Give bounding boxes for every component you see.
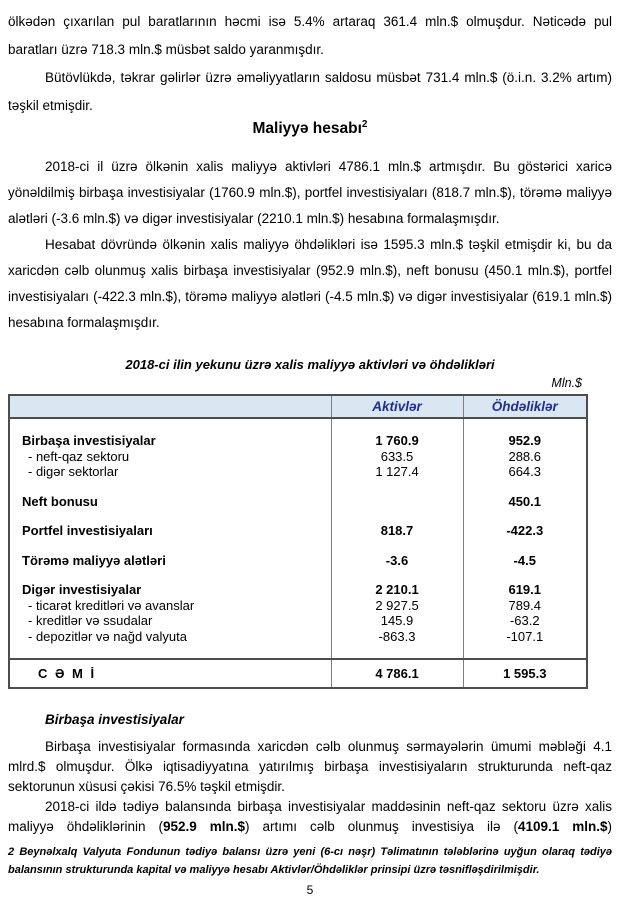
paragraph-segment: 2018-ci ildə tədiyə balansında birbaşa investisiyalar maddəsinin neft-qaz sektoru üzrə xalis maliyyə öhdəliklərinin (	[8, 799, 612, 835]
table-gap-row	[9, 644, 587, 659]
header-empty-cell	[9, 395, 331, 418]
cell-label: - depozitlər və nağd valyuta	[28, 628, 187, 644]
cell-ohdelikler	[463, 480, 587, 494]
table-row	[9, 433, 587, 449]
section-heading	[8, 114, 612, 140]
cell-label: Digər investisiyalar	[22, 582, 142, 598]
cell-aktivler	[331, 494, 463, 510]
footnote-reference: 2	[361, 119, 368, 130]
table-row	[9, 582, 587, 598]
intro-paragraph-2: Bütövlükdə, təkrar gəlirlər üzrə əməliyyatların saldosu müsbət 731.4 mln.$ (ö.i.n. 3.2% artım) təşkil etmişdir.	[8, 70, 612, 113]
footnote-marker: 2	[8, 846, 15, 859]
cell-label: - neft-qaz sektoru	[28, 448, 130, 464]
cell-ohdelikler: 952.9	[463, 433, 587, 449]
table-header-row	[9, 395, 587, 418]
cell-aktivler	[331, 418, 463, 433]
cell-ohdelikler: 664.3	[463, 464, 587, 480]
cell-ohdelikler	[463, 418, 587, 433]
cell-aktivler: -3.6	[331, 553, 463, 569]
table-gap-row	[9, 480, 587, 494]
cell-ohdelikler: -4.5	[463, 553, 587, 569]
bold-value-2: 4109.1 mln.$	[517, 819, 608, 835]
cell-label: - digər sektorlar	[28, 464, 119, 480]
paragraph-segment: )	[607, 819, 612, 835]
table-gap-row	[9, 509, 587, 523]
cell-label	[9, 418, 331, 433]
cell-label	[9, 509, 331, 523]
cell-label: Neft bonusu	[22, 493, 98, 509]
paragraph-net-assets: 2018-ci il üzrə ölkənin xalis maliyyə aktivləri 4786.1 mln.$ artmışdır. Bu göstərici xaricə yönəldilmiş birbaşa investisiyalar (1760.9 mln.$), portfel investisiyaları (818.7 mln.$), törəmə maliyyə alətləri (-3.6 mln.$) və digər investisiyalar (2210.1 mln.$) hesabına formalaşmışdır.	[8, 159, 612, 227]
cell-label	[9, 539, 331, 553]
paragraph-2018-balance	[8, 797, 612, 837]
cell-aktivler: 818.7	[331, 523, 463, 539]
cell-ohdelikler	[463, 568, 587, 582]
cell-label: Törəmə maliyyə alətləri	[22, 552, 166, 568]
paragraph-net-liabilities: Hesabat dövründə ölkənin xalis maliyyə öhdəlikləri isə 1595.3 mln.$ təşkil etmişdir ki, bu da xaricdən cəlb olunmuş xalis birbaşa investisiyalar (952.9 mln.$), neft bonusu (450.1 mln.$), portfel investisiyaları (-422.3 mln.$), törəmə maliyyə alətləri (-4.5 mln.$) və digər investisiyalar (619.1 mln.$) hesabına formalaşmışdır.	[8, 237, 612, 331]
page-number: 5	[306, 883, 314, 897]
cell-ohdelikler: 288.6	[463, 449, 587, 465]
cell-label: Birbaşa investisiyalar	[22, 433, 156, 449]
cell-ohdelikler: 619.1	[463, 582, 587, 598]
section-heading-text: Maliyyə hesabı	[252, 120, 362, 138]
cell-aktivler: 145.9	[331, 613, 463, 629]
financial-table	[8, 394, 588, 689]
cell-label	[9, 568, 331, 582]
table-row	[9, 523, 587, 539]
cell-ohdelikler: -63.2	[463, 613, 587, 629]
table-row	[9, 613, 587, 629]
table-row	[9, 553, 587, 569]
cell-aktivler: -863.3	[331, 629, 463, 645]
cell-aktivler: 1 760.9	[331, 433, 463, 449]
table-gap-row	[9, 539, 587, 553]
cell-aktivler: 633.5	[331, 449, 463, 465]
cell-aktivler	[331, 480, 463, 494]
table-gap-row	[9, 568, 587, 582]
table-total-row	[9, 659, 587, 688]
cell-ohdelikler: 789.4	[463, 598, 587, 614]
table-unit-label: Mln.$	[551, 376, 582, 391]
table-row	[9, 449, 587, 465]
cell-aktivler: 2 927.5	[331, 598, 463, 614]
footnote	[8, 843, 612, 879]
cell-ohdelikler: -422.3	[463, 523, 587, 539]
cell-aktivler	[331, 568, 463, 582]
header-ohdelikler: Öhdəliklər	[463, 395, 587, 418]
table-row	[9, 598, 587, 614]
cell-ohdelikler: -107.1	[463, 629, 587, 645]
table-caption: 2018-ci ilin yekunu üzrə xalis maliyyə aktivləri və öhdəlikləri	[125, 357, 495, 373]
cell-label	[9, 480, 331, 494]
table-row	[9, 464, 587, 480]
table-body	[9, 418, 587, 659]
total-aktivler: 4 786.1	[331, 659, 463, 688]
cell-aktivler	[331, 644, 463, 659]
cell-aktivler: 2 210.1	[331, 582, 463, 598]
cell-ohdelikler	[463, 509, 587, 523]
table-row	[9, 629, 587, 645]
table-row	[9, 494, 587, 510]
cell-ohdelikler: 450.1	[463, 494, 587, 510]
cell-ohdelikler	[463, 539, 587, 553]
cell-aktivler	[331, 509, 463, 523]
cell-aktivler	[331, 539, 463, 553]
header-aktivler: Aktivlər	[331, 395, 463, 418]
total-label: C Ə M İ	[9, 659, 331, 688]
cell-aktivler: 1 127.4	[331, 464, 463, 480]
cell-label	[9, 644, 331, 659]
subsection-heading: Birbaşa investisiyalar	[45, 712, 184, 728]
cell-ohdelikler	[463, 644, 587, 659]
bold-value-1: 952.9 mln.$	[163, 819, 246, 835]
paragraph-segment: ) artımı cəlb olunmuş investisiya ilə (	[245, 819, 518, 835]
cell-label: - kreditlər və ssudalar	[28, 613, 153, 629]
cell-label: - ticarət kreditləri və avanslar	[28, 597, 195, 613]
intro-paragraph-continuation: ölkədən çıxarılan pul baratlarının həcmi isə 5.4% artaraq 361.4 mln.$ olmuşdur. Nəticədə pul baratları üzrə 718.3 mln.$ müsbət saldo yaranmışdır.	[8, 14, 612, 57]
total-ohdelikler: 1 595.3	[463, 659, 587, 688]
cell-label: Portfel investisiyaları	[22, 523, 153, 539]
footnote-text: Beynəlxalq Valyuta Fondunun tədiyə balansı üzrə yeni (6-cı nəşr) Təlimatının tələblərinə uyğun olaraq tədiyə balansının strukturunda kapital və maliyyə hesabı Aktivlər/Öhdəliklər prinsipi üzrə təsnifləşdirilmişdir.	[8, 846, 612, 877]
paragraph-direct-investments: Birbaşa investisiyalar formasında xaricdən cəlb olunmuş sərmayələrin ümumi məbləği 4.1 mlrd.$ olmuşdur. Ölkə iqtisadiyyatına yatırılmış birbaşa investisiyaların strukturunda neft-qaz sektorunun xüsusi çəkisi 76.5% təşkil etmişdir.	[8, 739, 612, 795]
table-gap-row	[9, 418, 587, 433]
